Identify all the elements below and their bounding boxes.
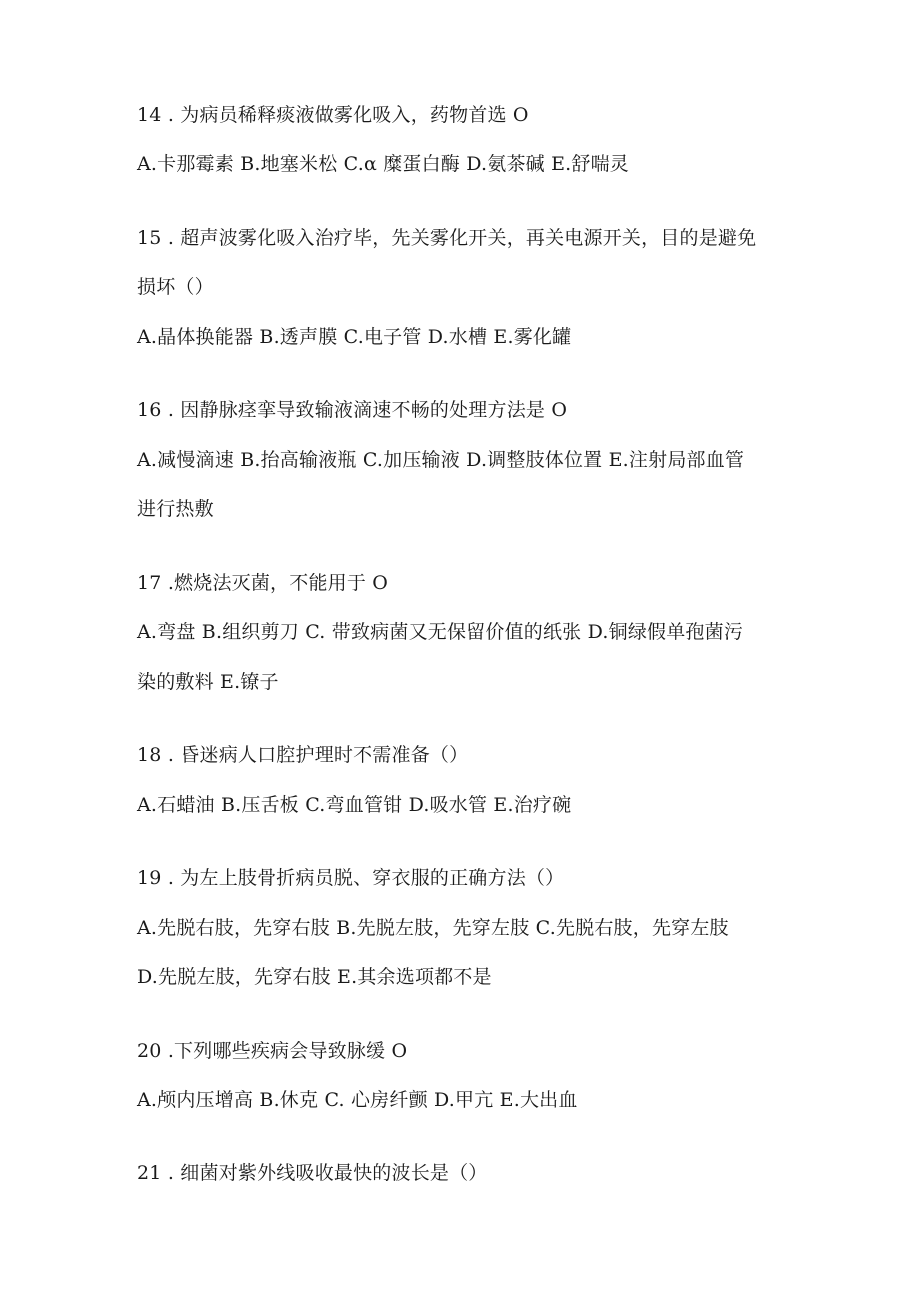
question-16-options-continued: 进行热敷 [137,498,214,520]
question-14-options: A.卡那霉素 B.地塞米松 C.α 糜蛋白酶 D.氨茶碱 E.舒喘灵 [137,153,629,175]
question-20-options: A.颅内压增高 B.休克 C. 心房纤颤 D.甲亢 E.大出血 [137,1089,578,1111]
question-15-stem-continued: 损坏（） [137,276,214,298]
question-19-options: A.先脱右肢，先穿右肢 B.先脱左肢，先穿左肢 C.先脱右肢，先穿左肢 [137,917,729,939]
question-19-options-continued: D.先脱左肢，先穿右肢 E.其余选项都不是 [137,966,492,988]
question-19-stem: 19 . 为左上肢骨折病员脱、穿衣服的正确方法（） [137,867,565,889]
question-16-stem: 16 . 因静脉痉挛导致输液滴速不畅的处理方法是 O [137,399,568,421]
question-21-stem: 21 . 细菌对紫外线吸收最快的波长是（） [137,1162,488,1184]
question-20-stem: 20 .下列哪些疾病会导致脉缓 O [137,1040,408,1062]
question-15-stem: 15 . 超声波雾化吸入治疗毕，先关雾化开关，再关电源开关，目的是避免 [137,227,757,249]
question-17-options-continued: 染的敷料 E.镣子 [137,671,279,693]
question-18-stem: 18 . 昏迷病人口腔护理时不需准备（） [137,744,469,766]
question-17-options: A.弯盘 B.组织剪刀 C. 带致病菌又无保留价值的纸张 D.铜绿假单孢菌污 [137,621,744,643]
question-14-stem: 14 . 为病员稀释痰液做雾化吸入，药物首选 O [137,104,529,126]
question-18-options: A.石蜡油 B.压舌板 C.弯血管钳 D.吸水管 E.治疗碗 [137,794,572,816]
question-17-stem: 17 .燃烧法灭菌，不能用于 O [137,572,389,594]
question-15-options: A.晶体换能器 B.透声膜 C.电子管 D.水槽 E.雾化罐 [137,326,572,348]
question-16-options: A.减慢滴速 B.抬高输液瓶 C.加压输液 D.调整肢体位置 E.注射局部血管 [137,449,745,471]
